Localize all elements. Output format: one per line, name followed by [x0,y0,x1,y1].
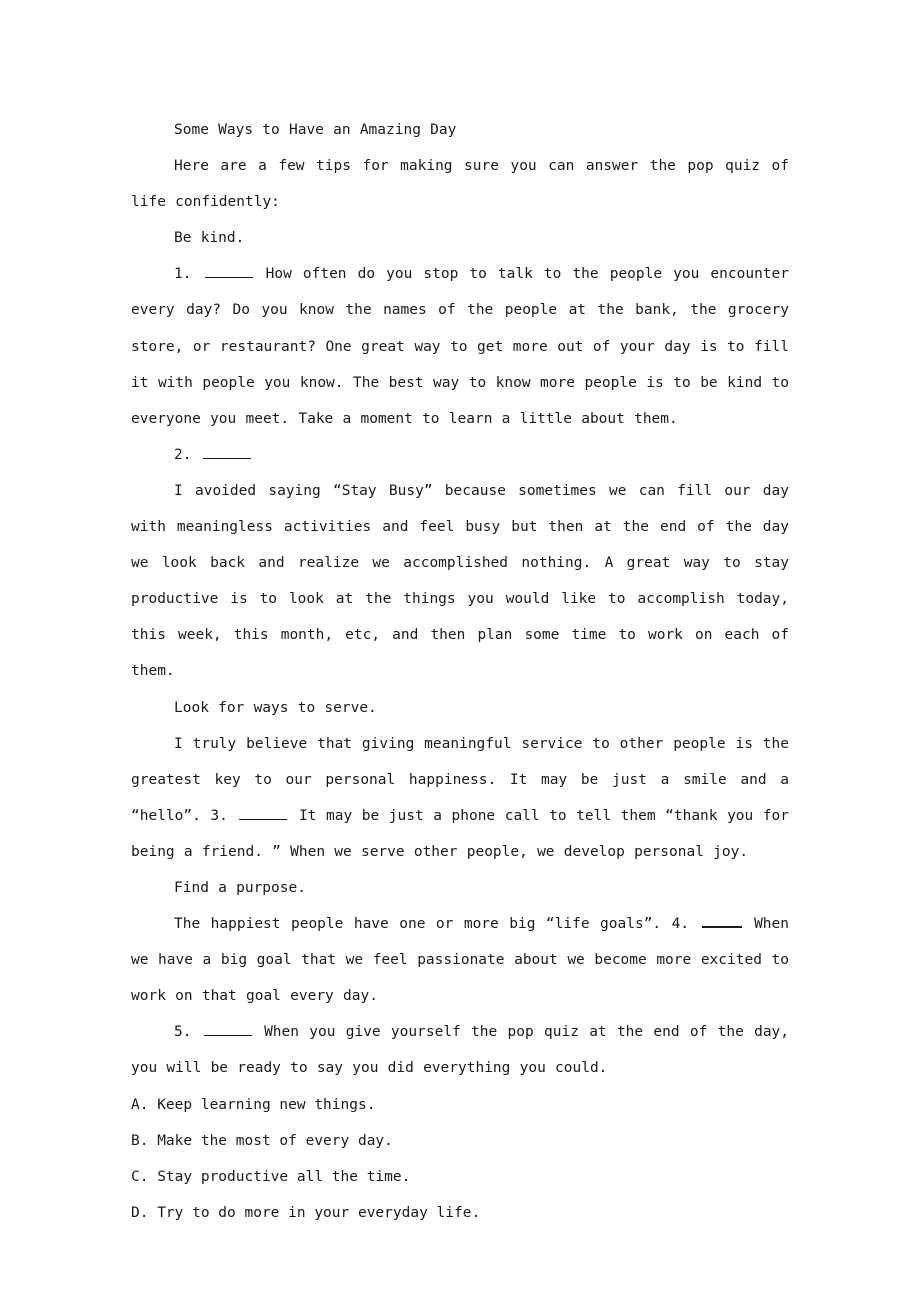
answer-blank-3[interactable] [239,805,287,820]
heading-serve: Look for ways to serve. [174,699,377,716]
serve-paragraph [131,726,789,870]
question-1-number: 1. [174,266,192,283]
document-title: Some Ways to Have an Amazing Day [174,122,457,138]
intro-paragraph: Here are a few tips for making sure you can answer the pop quiz of life confidently: [131,158,789,211]
serve-text-after: It may be just a phone call to tell them “thank you for being a friend. ” When we serve other people, we develop personal joy. [131,807,790,860]
option-c: C. Stay productive all the time. [131,1168,411,1185]
question-2-paragraph [131,437,789,473]
question-1-text: How often do you stop to talk to the people you encounter every day? Do you know the names of the people at the bank, the grocery store, or restaurant? One great way to get more out of your day is to fill it with people you know. The best way to know more people is to be kind to everyone you meet. Take a moment to learn a little about them. [131,266,789,427]
purpose-text-before: The happiest people have one or more big “life goals”. 4. [174,916,690,933]
option-b: B. Make the most of every day. [131,1132,393,1149]
question-5-number: 5. [174,1024,192,1041]
question-1-paragraph [131,256,789,436]
question-5-paragraph [131,1014,789,1086]
answer-blank-4[interactable] [702,912,742,928]
question-5-text: When you give yourself the pop quiz at the end of the day, you will be ready to say you did everything you could. [131,1024,790,1077]
document-body [131,112,789,1231]
serve-text-before: I truly believe that giving meaningful service to other people is the greatest key to our personal happiness. It may be just a smile and a “hello”. 3. [131,735,789,824]
answer-blank-2[interactable] [203,444,251,459]
answer-blank-5[interactable] [204,1021,252,1036]
answer-blank-1[interactable] [205,263,253,278]
heading-purpose: Find a purpose. [174,879,306,896]
option-d: D. Try to do more in your everyday life. [131,1204,481,1221]
purpose-paragraph [131,906,789,1014]
option-a: A. Keep learning new things. [131,1096,376,1113]
purpose-text-after: When we have a big goal that we feel passionate about we become more excited to work on that goal every day. [131,916,789,1005]
heading-be-kind: Be kind. [174,230,245,247]
stay-busy-paragraph: I avoided saying “Stay Busy” because sometimes we can fill our day with meaningless activities and feel busy but then at the end of the day we look back and realize we accomplished nothing. A great way to stay productive is to look at the things you would like to accomplish today, this week, this month, etc, and then plan some time to work on each of them. [131,482,789,680]
question-2-number: 2. [174,446,192,463]
